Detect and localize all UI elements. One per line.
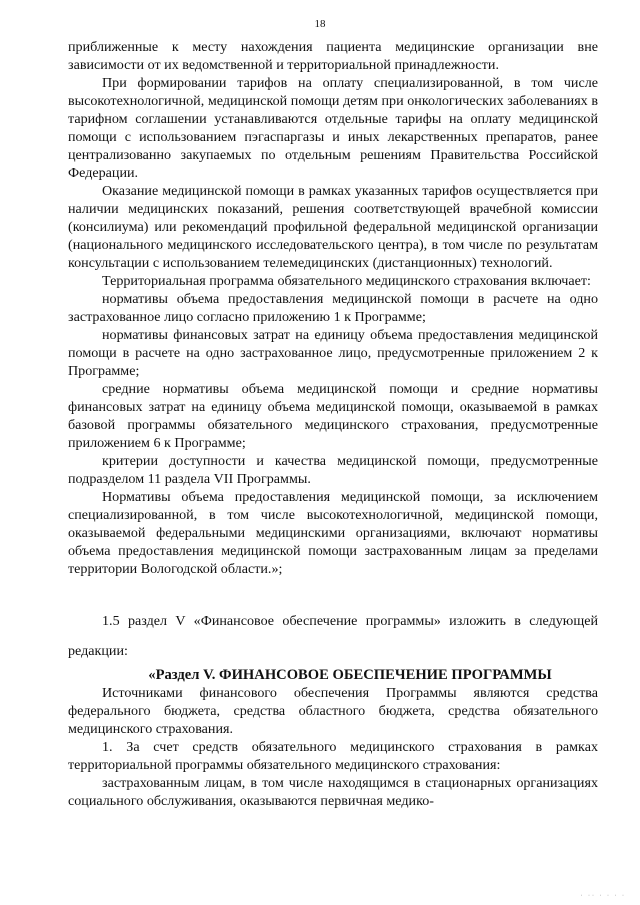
paragraph-insured-persons: застрахованным лицам, в том числе находящимся в стационарных организациях социального обслуживания, оказываются первичная медико-: [68, 775, 598, 809]
document-body: [68, 38, 598, 810]
paragraph-criteria: критерии доступности и качества медицинской помощи, предусмотренные подразделом 11 раздела VII Программы.: [68, 453, 598, 487]
paragraph-amendment: 1.5 раздел V «Финансовое обеспечение программы» изложить в следующей редакции:: [68, 613, 598, 659]
section-heading: «Раздел V. ФИНАНСОВОЕ ОБЕСПЕЧЕНИЕ ПРОГРАММЫ: [148, 667, 552, 683]
paragraph-financial-norms: нормативы финансовых затрат на единицу объема предоставления медицинской помощи в расчете на одно застрахованное лицо, предусмотренные приложением 2 к Программе;: [68, 327, 598, 379]
paragraph-medical-care: Оказание медицинской помощи в рамках указанных тарифов осуществляется при наличии медицинских показаний, решения соответствующей врачебной комиссии (консилиума) или рекомендаций профильной федеральной медицинской организации (национального медицинского исследовательского центра), в том числе по результатам консультации с использованием телемедицинских (дистанционных) технологий.: [68, 183, 598, 271]
paragraph-volume-norms: нормативы объема предоставления медицинской помощи в расчете на одно застрахованное лицо согласно приложению 1 к Программе;: [68, 291, 598, 325]
paragraph-program-includes: Территориальная программа обязательного медицинского страхования включает:: [102, 273, 591, 289]
paragraph-funding-sources: Источниками финансового обеспечения Программы являются средства федерального бюджета, средства областного бюджета, средства обязательного медицинского страхования.: [68, 685, 598, 737]
paragraph-average-norms: средние нормативы объема медицинской помощи и средние нормативы финансовых затрат на единицу объема медицинской помощи, оказываемой в рамках базовой программы обязательного медицинского страхования, предусмотренные приложением 6 к Программе;: [68, 381, 598, 451]
paragraph-volume-exceptions: Нормативы объема предоставления медицинской помощи, за исключением специализированной, в том числе высокотехнологичной, медицинской помощи, оказываемой федеральными медицинскими организациями, включают нормативы объема предоставления медицинской помощи застрахованным лицам за пределами территории Вологодской области.»;: [68, 489, 598, 577]
page-number: 18: [314, 18, 326, 30]
paragraph-oms-funds: 1. За счет средств обязательного медицинского страхования в рамках территориальной программы обязательного медицинского страхования:: [68, 739, 598, 773]
scan-marks: · ·· · · · ·: [580, 893, 626, 899]
paragraph-tariffs: При формировании тарифов на оплату специализированной, в том числе высокотехнологичной, медицинской помощи детям при онкологических заболеваниях в тарифном соглашении устанавливаются отдельные тарифы на оплату медицинской помощи с использованием пэгаспаргазы и иных лекарственных препаратов, ранее централизованно закупаемых по отдельным решениям Правительства Российской Федерации.: [68, 75, 598, 181]
paragraph-continuation: приближенные к месту нахождения пациента медицинские организации вне зависимости от их ведомственной и территориальной принадлежности.: [68, 39, 598, 73]
